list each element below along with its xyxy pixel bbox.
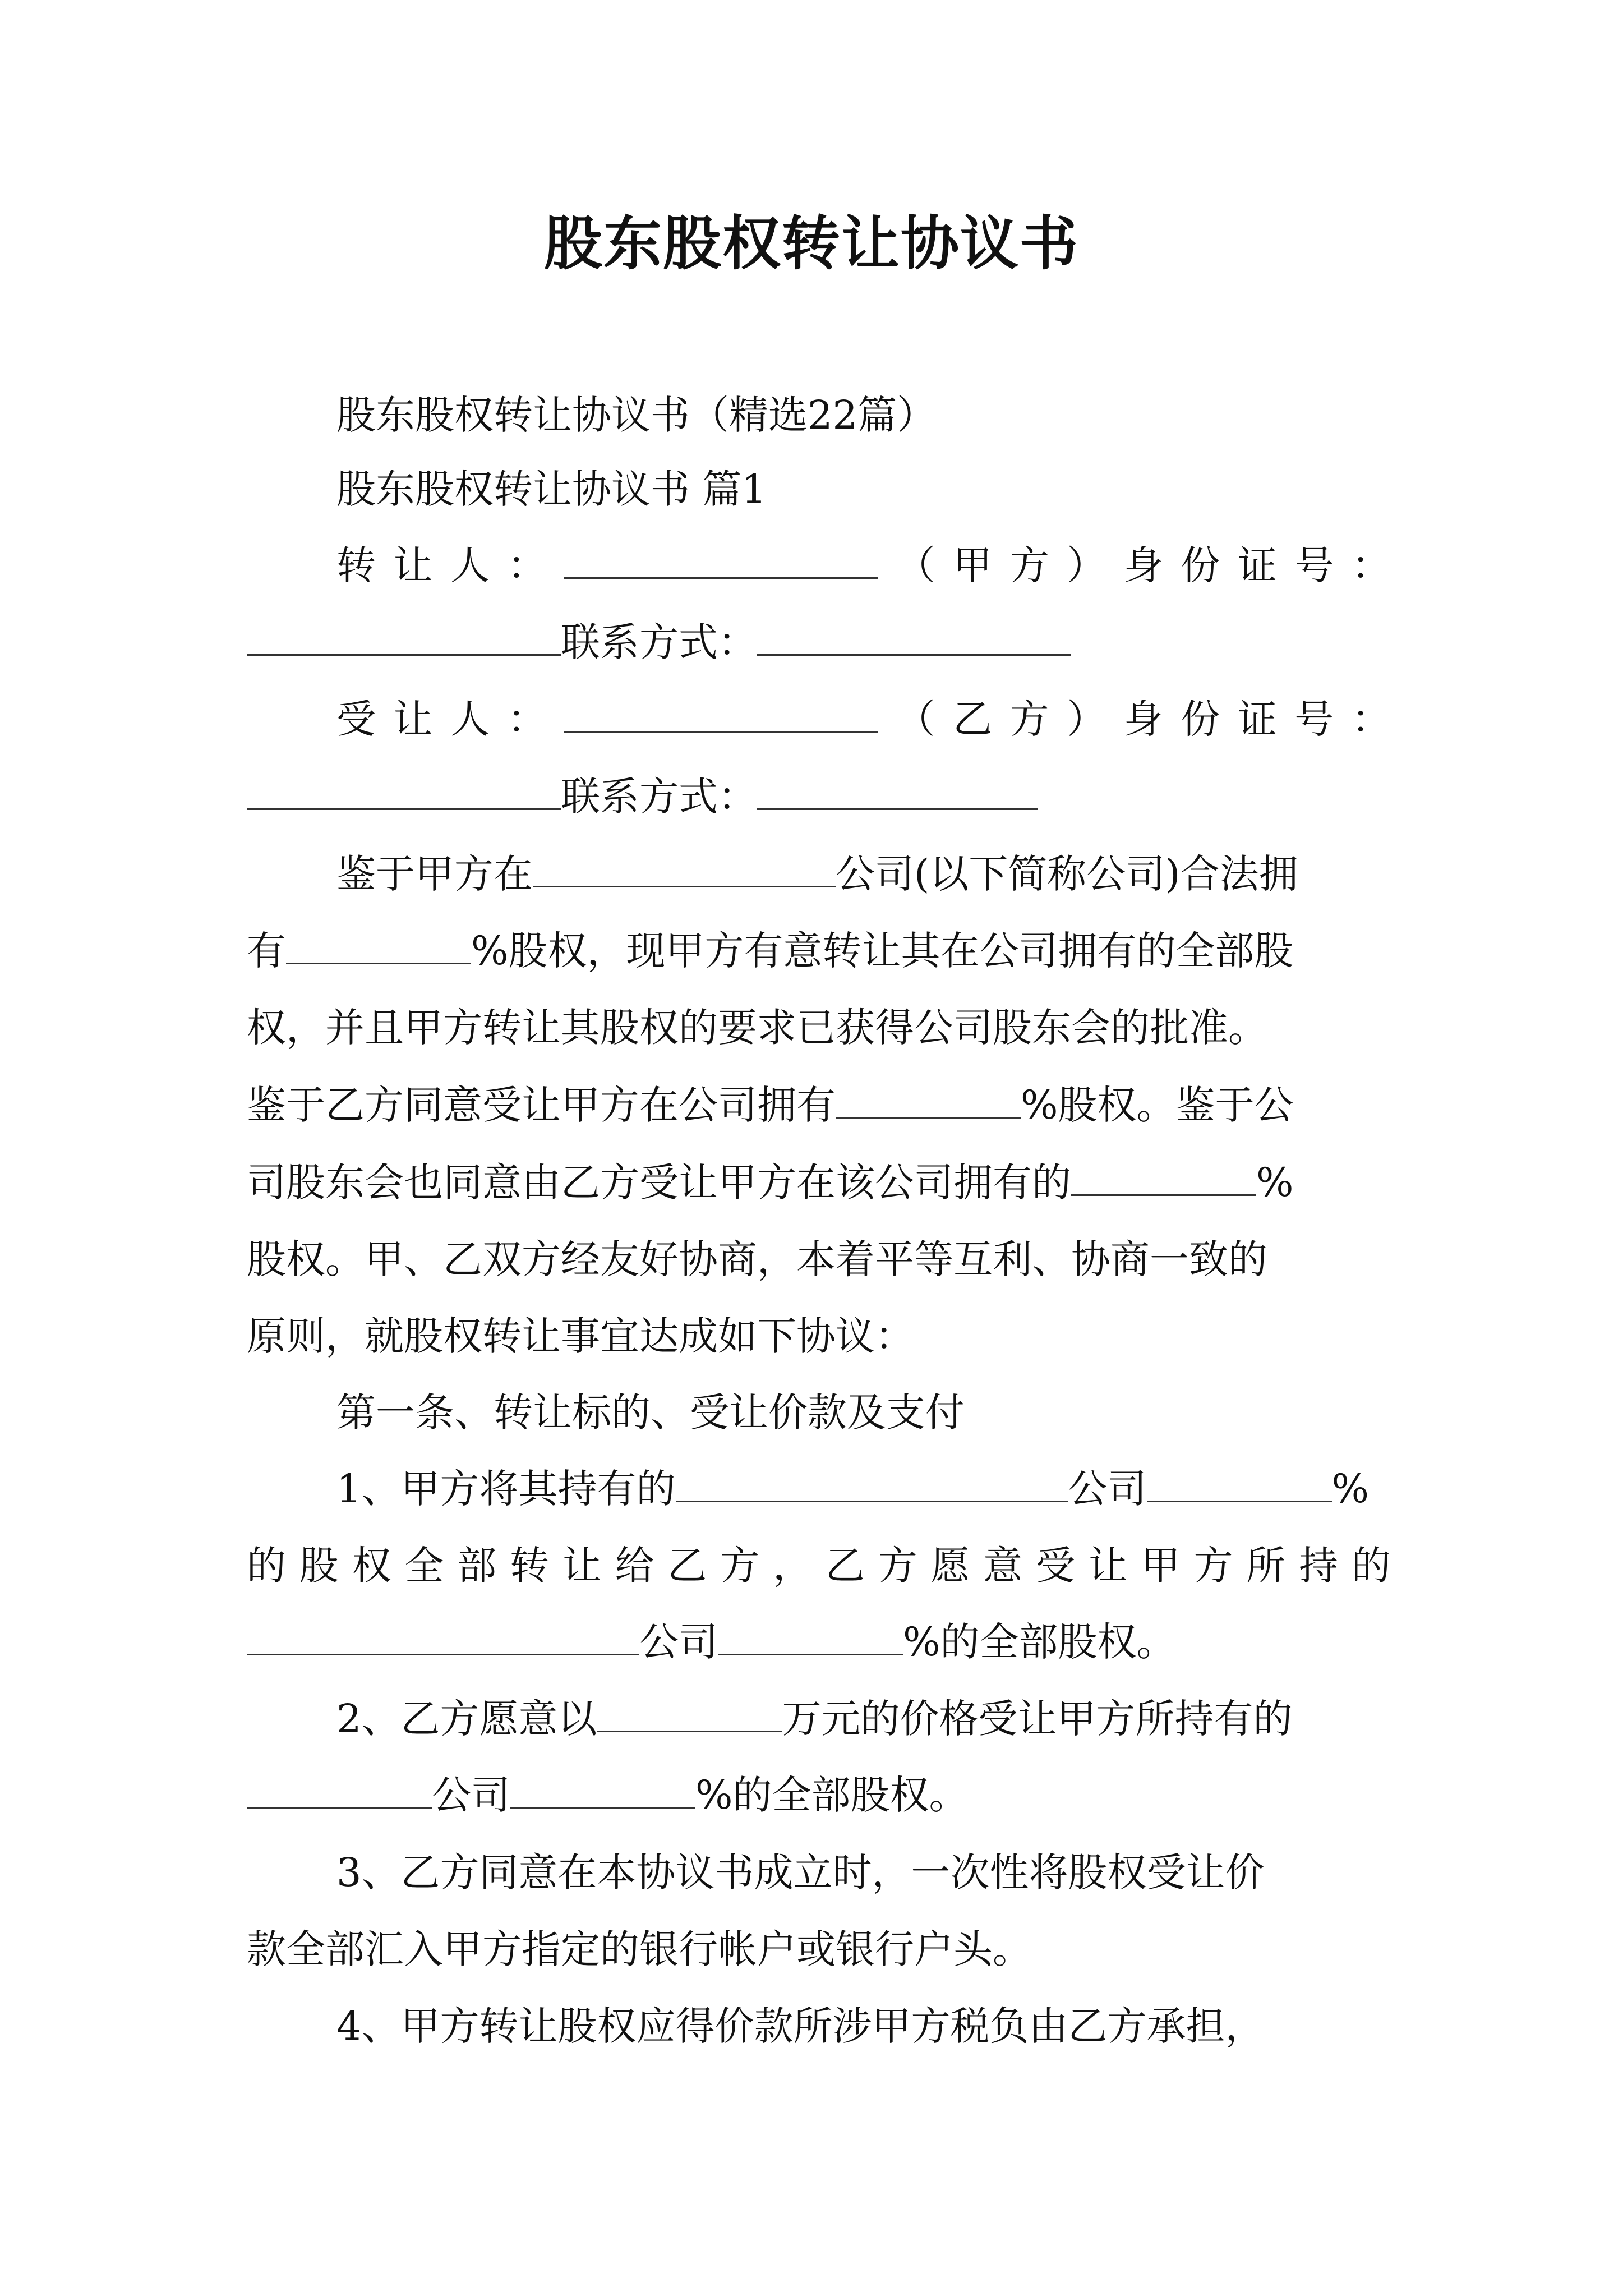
transferee-role-char: ） (1067, 696, 1106, 742)
transferee-contact-label: 联系方式： (561, 774, 757, 820)
transferor-label-char: 让 (393, 542, 433, 588)
preamble-line (247, 1154, 1391, 1211)
clause-char: 受 (1035, 1543, 1075, 1589)
clause-char: 甲 (1141, 1543, 1181, 1589)
clause-char: ， (772, 1543, 812, 1589)
transferor-contact-label: 联系方式： (561, 619, 757, 665)
clause-text: 万元的价格受让甲方所持有的 (782, 1696, 1293, 1742)
company-name-blank (247, 1619, 639, 1655)
percentage-blank (286, 928, 471, 964)
clause-char: 全 (404, 1543, 444, 1589)
transferee-role-char: 方 (1009, 696, 1049, 742)
transferee-label-char: 受 (336, 696, 376, 742)
preamble-line (247, 923, 1391, 979)
clause-char: 乙 (825, 1543, 865, 1589)
section-heading: 股东股权转让协议书 篇1 (336, 466, 767, 512)
preamble-line: 原则，就股权转让事宜达成如下协议： (247, 1313, 914, 1359)
preamble-line (336, 846, 1391, 902)
transferor-role-char: 号 (1294, 542, 1334, 588)
clause-char: 权 (352, 1543, 391, 1589)
percentage-blank (718, 1619, 903, 1655)
preamble-text: %股权。鉴于公 (1021, 1082, 1294, 1128)
transferor-label-char: 人 (450, 542, 490, 588)
company-name-blank (676, 1466, 1068, 1502)
transferor-role-char: （ (896, 542, 935, 588)
transferee-name-blank (564, 696, 878, 733)
transferee-role-char: （ (896, 696, 935, 742)
clause-char: 持 (1298, 1543, 1338, 1589)
transferor-role-char: ） (1067, 542, 1106, 588)
clause-char: 给 (615, 1543, 654, 1589)
transferor-role-char: 份 (1181, 542, 1220, 588)
clause-char: 意 (983, 1543, 1023, 1589)
percentage-blank (836, 1082, 1021, 1119)
transferor-role-char: 身 (1123, 542, 1163, 588)
transferee-role-char: 乙 (953, 696, 993, 742)
clause-text: %的全部股权。 (903, 1619, 1176, 1665)
clause-char: 方 (720, 1543, 760, 1589)
clause-char: 让 (562, 1543, 602, 1589)
transferor-id-blank (247, 619, 561, 656)
transferee-role-char: 身 (1123, 696, 1163, 742)
clause-char: 股 (299, 1543, 339, 1589)
clause-line: 4、甲方转让股权应得价款所涉甲方税负由乙方承担， (336, 2003, 1265, 2049)
transferor-contact-blank (757, 619, 1071, 656)
transferee-label-char: 人 (450, 696, 490, 742)
clause-char: 乙 (667, 1543, 707, 1589)
transferee-id-blank (247, 774, 561, 810)
transferor-role-char: ： (1351, 542, 1391, 588)
transferor-line (336, 537, 1391, 593)
preamble-text: % (1256, 1159, 1294, 1205)
transferee-label-char: ： (507, 696, 547, 742)
subtitle: 股东股权转让协议书（精选22篇） (336, 392, 937, 438)
clause-char: 所 (1246, 1543, 1286, 1589)
transferee-label-char: 让 (393, 696, 433, 742)
clause-line: 款全部汇入甲方指定的银行帐户或银行户头。 (247, 1926, 1032, 1972)
percentage-blank (510, 1772, 695, 1809)
transferee-role-char: 号 (1294, 696, 1334, 742)
transferor-contact-line (247, 614, 1391, 670)
clause-char: 方 (1193, 1543, 1233, 1589)
clause-line (247, 1538, 1391, 1594)
clause-line (247, 1767, 1391, 1823)
amount-blank (597, 1696, 782, 1732)
transferee-line (336, 691, 1391, 747)
clause-text: 公司 (1068, 1466, 1147, 1512)
preamble-line: 股权。甲、乙双方经友好协商，本着平等互利、协商一致的 (247, 1236, 1267, 1282)
percentage-blank (1147, 1466, 1332, 1502)
clause-line (336, 1691, 1391, 1747)
preamble-text: 司股东会也同意由乙方受让甲方在该公司拥有的 (247, 1159, 1071, 1205)
transferor-label-char: 转 (336, 542, 376, 588)
clause-char: 的 (247, 1543, 286, 1589)
clause-text: 1、甲方将其持有的 (336, 1466, 676, 1512)
clause-text: %的全部股权。 (695, 1772, 969, 1818)
clause-text: 2、乙方愿意以 (336, 1696, 597, 1742)
clause-text: % (1331, 1466, 1370, 1512)
transferee-contact-line (247, 769, 1391, 825)
clause-char: 让 (1088, 1543, 1128, 1589)
document-title: 股东股权转让协议书 (543, 209, 1079, 278)
clause-line (336, 1461, 1391, 1517)
transferor-name-blank (564, 542, 878, 579)
preamble-text: 鉴于甲方在 (336, 851, 533, 897)
clause-text: 公司 (432, 1772, 510, 1818)
clause-line: 3、乙方同意在本协议书成立时，一次性将股权受让价 (336, 1849, 1265, 1895)
clause-char: 的 (1351, 1543, 1391, 1589)
clause-char: 转 (509, 1543, 549, 1589)
company-name-blank (533, 851, 836, 887)
transferor-label-char: ： (507, 542, 547, 588)
preamble-text: %股权，现甲方有意转让其在公司拥有的全部股 (471, 928, 1294, 974)
preamble-line (247, 1077, 1391, 1133)
preamble-line: 权，并且甲方转让其股权的要求已获得公司股东会的批准。 (247, 1005, 1267, 1051)
transferee-role-char: 份 (1181, 696, 1220, 742)
transferor-role-char: 证 (1237, 542, 1277, 588)
clause-char: 愿 (930, 1543, 970, 1589)
transferee-role-char: 证 (1237, 696, 1277, 742)
company-name-blank (247, 1772, 432, 1809)
preamble-text: 公司(以下简称公司)合法拥 (836, 851, 1298, 897)
percentage-blank (1071, 1159, 1256, 1196)
article-heading: 第一条、转让标的、受让价款及支付 (336, 1389, 965, 1435)
transferee-contact-blank (757, 774, 1038, 810)
clause-text: 公司 (639, 1619, 718, 1665)
preamble-text: 鉴于乙方同意受让甲方在公司拥有 (247, 1082, 836, 1128)
transferor-role-char: 甲 (953, 542, 993, 588)
transferee-role-char: ： (1351, 696, 1391, 742)
clause-line (247, 1614, 1391, 1670)
clause-char: 方 (878, 1543, 917, 1589)
clause-char: 部 (457, 1543, 497, 1589)
transferor-role-char: 方 (1009, 542, 1049, 588)
preamble-text: 有 (247, 928, 286, 974)
